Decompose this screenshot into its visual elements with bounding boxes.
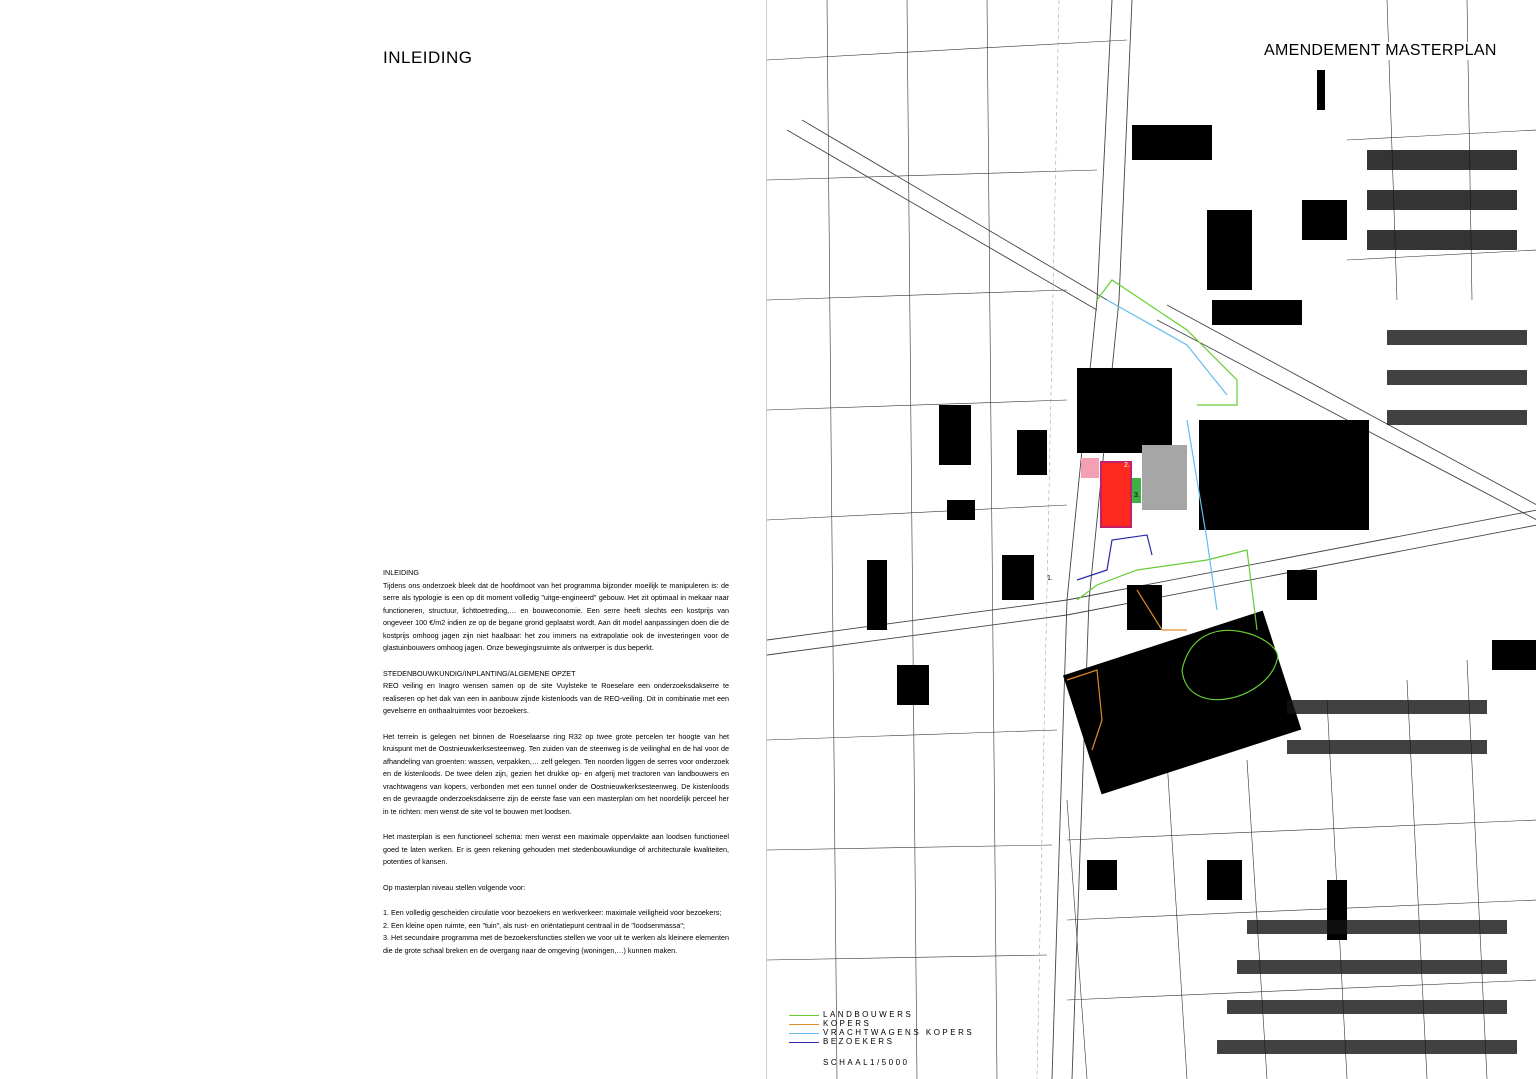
legend-swatch [789,1024,819,1025]
highlighted-project [1081,445,1187,527]
legend-swatch [789,1015,819,1016]
grey-block [1142,445,1187,510]
paragraph: Tijdens ons onderzoek bleek dat de hoofdmoot van het programma bijzonder moeilijk te manipuleren is: de serre als typologie is een op dit moment volledig "uitge-engineerd" gebouw. Het zit optimaal in mekaar naar functioneren, structuur, lichttoetreding,… en bouweconomie. Een serre heeft slechts een kostprijs van ongeveer 100 €/m2 indien ze op de begane grond geplaatst wordt. Aan dit model aanpassingen doen die de kostprijs omhoog jagen zijn niet haalbaar: het zou immers na extrapolatie ook de investeringen voor de glastuinbouwers omhoog jagen. Onze bewegingsruimte als ontwerper is dus beperkt. [383,580,729,652]
marker-1: 1. [1047,575,1053,582]
list-item: 3. Het secundaire programma met de bezoekersfuncties stellen we voor uit te werken als kleinere elementen die de grote schaal breken en de overgang naar de omgeving (woningen,…) kunnen maken. [383,933,729,955]
marker-2: 2. [1124,462,1130,469]
site-map [766,0,1536,1079]
page-title: INLEIDING [383,48,473,67]
section-heading: STEDENBOUWKUNDIG/INPLANTING/ALGEMENE OPZET [383,668,576,678]
legend-item-landbouwers: LANDBOUWERS [789,1010,974,1019]
legend [789,1010,974,1046]
legend-item-bezoekers: BEZOEKERS [789,1037,974,1046]
legend-swatch [789,1033,819,1034]
map-drawing [767,0,1536,1079]
marker-3: 3. [1134,492,1140,499]
legend-swatch [789,1042,819,1043]
list-item: 2. Een kleine open ruimte, een "tuin", als rust- en oriëntatiepunt centraal in de "loodsenmassa"; [383,920,685,930]
section-heading: INLEIDING [383,568,419,577]
green-garden [1131,478,1141,503]
red-building [1101,462,1131,527]
scale-label: SCHAAL1/5000 [823,1058,910,1067]
legend-item-vrachtwagens: VRACHTWAGENS KOPERS [789,1028,974,1037]
paragraph: Het terrein is gelegen net binnen de Roeselaarse ring R32 op twee grote percelen ter hoogte van het kruispunt met de Oostnieuwkerksesteenweg. Ten zuiden van de steenweg is de veilinghal en de hal voor de afhandeling van groenten: wassen, verpakken,… zelf gelegen. Ten noorden liggen de serres voor onderzoek en de kistenloods. De twee delen zijn, gezien het drukke op- en afgerij met tractoren van landbouwers en vrachtwagens van kopers, verbonden met een tunnel onder de Oostnieuwkerksesteenweg. De kistenloods en de gevraagde onderzoeksdakserre zijn de eerste fase van een masterplan om het noordelijk perceel her in te richten: men wenst de site vol te bouwen met loodsen. [383,731,729,816]
paragraph: Op masterplan niveau stellen volgende voor: [383,882,526,892]
map-title: AMENDEMENT MASTERPLAN [1264,42,1497,59]
legend-item-kopers: KOPERS [789,1019,974,1028]
paragraph: REO veiling en Inagro wensen samen op de site Vuylsteke te Roeselare een onderzoeksdakserre te realiseren op het dak van een in aanbouw zijnde kistenloods van de REO-veiling. Dit in combinatie met een gevelserre en onthaalruimtes voor bezoekers. [383,681,729,715]
pink-building [1081,458,1099,478]
paragraph: Het masterplan is een functioneel schema: men wenst een maximale oppervlakte aan loodsen functioneel goed te laten werken. Er is geen rekening gehouden met stedenbouwkundige of architecturale kwaliteiten, potenties of kansen. [383,832,729,866]
body-text [383,567,729,957]
list-item: 1. Een volledig gescheiden circulatie voor bezoekers en werkverkeer: maximale veiligheid voor bezoekers; [383,908,722,917]
dense-blocks [1217,150,1527,1054]
text-page [0,0,766,1079]
